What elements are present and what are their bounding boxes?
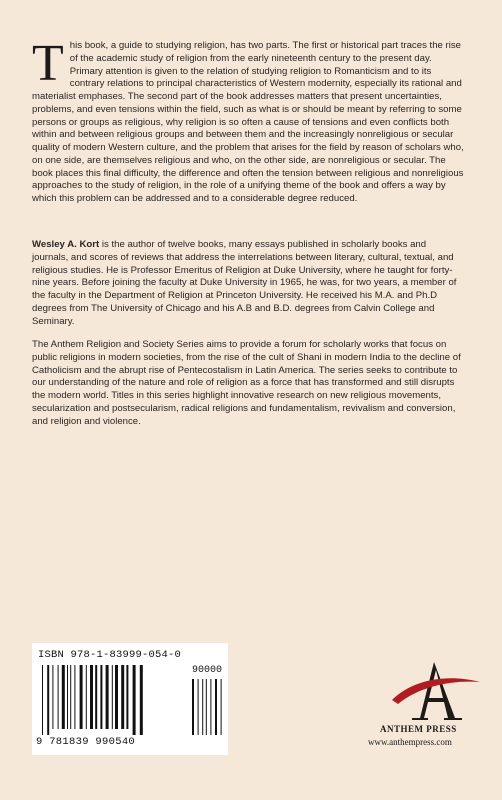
barcode-digits: 9 781839 990540 [36,736,136,748]
publisher-website: www.anthempress.com [368,737,452,747]
publisher-name: ANTHEM PRESS [380,724,457,734]
barcode-bars [38,665,188,735]
author-name: Wesley A. Kort [32,239,100,250]
author-bio-text: is the author of twelve books, many essays published in scholarly books and journals, and scores of reviews that address the interrelations between literary, cultural, textual, and religious studies. He is Professor Emeritus of Religion at Duke University, where he taught for forty-nine years. Before joining the faculty at Duke University in 1965, he was, for two years, a member of the faculty in the Department of Religion at Princeton University. He received his M.A. and Ph.D degrees from The University of Chicago and his A.B and B.D. degrees from Calvin College and Seminary. [32,239,457,327]
price-barcode-bars [192,679,224,735]
series-description: The Anthem Religion and Society Series aims to provide a forum for scholarly works that focus on public religions in modern societies, from the rise of the cult of Shani in modern India to the decline of Catholicism and the abrupt rise of Pentecostalism in Latin America. The series seeks to contribute to our understanding of the nature and role of religion as a force that has transformed and still disrupts the modern world. Titles in this series highlight innovative research on new religious movements, secularization and postsecularism, radical religions and fundamentalism, revivalism and conversion, and religion and violence. [32,339,461,427]
anthem-press-logo [384,660,484,722]
author-bio [32,239,464,328]
book-description [32,35,464,206]
drop-cap: T [32,35,64,92]
price-code: 90000 [192,665,223,676]
isbn-label: ISBN 978-1-83999-054-0 [38,649,182,661]
isbn-barcode [32,643,228,755]
description-text: his book, a guide to studying religion, has two parts. The first or historical part traces the rise of the academic study of religion from the early nineteenth century to the present day. Primary attention is given to the relation of studying religion to Romanticism and to its contrary relations to principal characteristics of Western modernity, especially its rational and materialist emphases. The second part of the book addresses matters that present uncertainties, problems, and even tensions within the field, such as what is or should be meant by referring to some persons or groups as religious, why religion is so often a cause of tensions and even conflicts both within and between religious groups and between them and the increasingly nonreligious or secular quality of modern Western culture, and the problem that arises for the field by reason of scholars who, on one side, are themselves religious and who, on the other side, are nonreligious or secular. The book places this final difficulty, the difference and often the tension between religious and nonreligious approaches to the study of religion, in the role of a unifying theme of the book and offers a way by which this problem can be addressed and to a considerable degree reduced. [32,40,464,204]
